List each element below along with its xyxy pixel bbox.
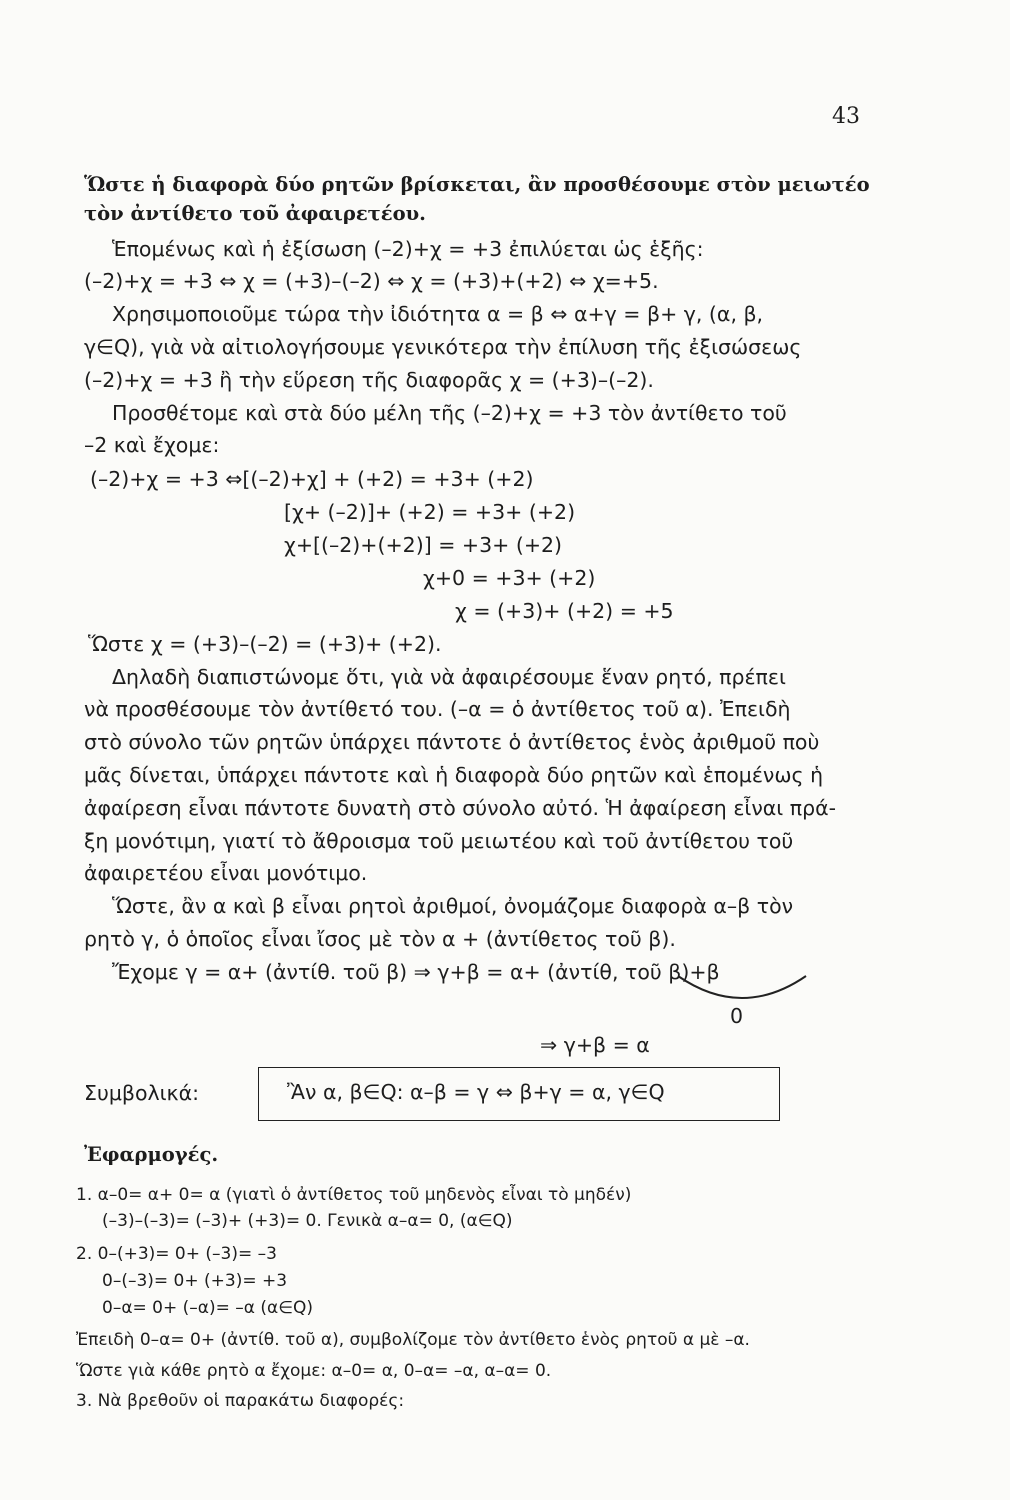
text-line: στὸ σύνολο τῶν ρητῶν ὑπάρχει πάντοτε ὁ ἀντίθετος ἑνὸς ἀριθμοῦ ποὺ [84,730,820,754]
applications-heading: Ἐφαρμογές. [84,1143,219,1166]
conclusion-bold-line-1: Ὥστε ἡ διαφορὰ δύο ρητῶν βρίσκεται, ἂν προσθέσουμε στὸν μειωτέο [84,173,870,196]
derivation-step-4: χ+0 = +3+ (+2) [423,566,596,590]
text-line: Προσθέτομε καὶ στὰ δύο μέλη τῆς (–2)+χ = +3 τὸν ἀντίθετο τοῦ [112,401,787,425]
application-1-line-2: (–3)–(–3)= (–3)+ (+3)= 0. Γενικὰ α–α= 0, (α∈Q) [102,1211,513,1231]
note-line: Ἐπειδὴ 0–α= 0+ (ἀντίθ. τοῦ α), συμβολίζομε τὸν ἀντίθετο ἑνὸς ρητοῦ α μὲ –α. [76,1330,750,1350]
derivation-step-2: [χ+ (–2)]+ (+2) = +3+ (+2) [284,500,576,524]
symbolic-definition-box [258,1067,780,1121]
derivation-step-5: χ = (+3)+ (+2) = +5 [455,599,674,623]
text-line: ἀφαιρετέου εἶναι μονότιμο. [84,861,368,885]
text-line: Ἑπομένως καὶ ἡ ἐξίσωση (–2)+χ = +3 ἐπιλύεται ὡς ἑξῆς: [112,237,704,261]
definition-equation: Ἔχομε γ = α+ (ἀντίθ. τοῦ β) ⇒ γ+β = α+ (ἀντίθ, τοῦ β)+β [112,960,720,984]
text-line: –2 καὶ ἔχομε: [84,433,220,457]
underbrace-zero: 0 [730,1004,744,1028]
underbrace-arc [672,972,822,1012]
application-2-line-1: 2. 0–(+3)= 0+ (–3)= –3 [76,1244,277,1264]
application-2-line-3: 0–α= 0+ (–α)= –α (α∈Q) [102,1298,314,1318]
text-line: Ὥστε χ = (+3)–(–2) = (+3)+ (+2). [88,632,442,656]
application-2-line-2: 0–(–3)= 0+ (+3)= +3 [102,1271,288,1291]
text-line: ἀφαίρεση εἶναι πάντοτε δυνατὴ στὸ σύνολο αὐτό. Ἡ ἀφαίρεση εἶναι πρά- [84,796,837,820]
application-3-line: 3. Νὰ βρεθοῦν οἱ παρακάτω διαφορές: [76,1391,405,1411]
derivation-step-1: (–2)+χ = +3 ⇔[(–2)+χ] + (+2) = +3+ (+2) [90,467,534,491]
application-1-line-1: 1. α–0= α+ 0= α (γιατὶ ὁ ἀντίθετος τοῦ μηδενὸς εἶναι τὸ μηδέν) [76,1185,632,1205]
symbolic-label: Συμβολικά: [84,1081,200,1105]
result-equation: ⇒ γ+β = α [540,1033,650,1057]
symbolic-definition: Ἂν α, β∈Q: α–β = γ ⇔ β+γ = α, γ∈Q [287,1080,665,1104]
text-line: νὰ προσθέσουμε τὸν ἀντίθετό του. (–α = ὁ ἀντίθετος τοῦ α). Ἐπειδὴ [84,697,791,721]
equation-line: (–2)+χ = +3 ⇔ χ = (+3)–(–2) ⇔ χ = (+3)+(+2) ⇔ χ=+5. [84,269,659,293]
page-number: 43 [832,104,860,129]
derivation-step-3: χ+[(–2)+(+2)] = +3+ (+2) [284,533,563,557]
definition-line-1: Ὥστε, ἂν α καὶ β εἶναι ρητοὶ ἀριθμοί, ὀνομάζομε διαφορὰ α–β τὸν [112,894,794,918]
text-line: ξη μονότιμη, γιατί τὸ ἄθροισμα τοῦ μειωτέου καὶ τοῦ ἀντίθετου τοῦ [84,829,794,853]
definition-line-2: ρητὸ γ, ὁ ὁποῖος εἶναι ἴσος μὲ τὸν α + (ἀντίθετος τοῦ β). [84,927,676,951]
text-line: γ∈Q), γιὰ νὰ αἰτιολογήσουμε γενικότερα τὴν ἐπίλυση τῆς ἐξισώσεως [84,335,802,359]
text-line: (–2)+χ = +3 ἢ τὴν εὕρεση τῆς διαφορᾶς χ = (+3)–(–2). [84,368,654,392]
text-line: μᾶς δίνεται, ὑπάρχει πάντοτε καὶ ἡ διαφορὰ δύο ρητῶν καὶ ἑπομένως ἡ [84,763,824,787]
text-line: Δηλαδὴ διαπιστώνομε ὅτι, γιὰ νὰ ἀφαιρέσουμε ἕναν ρητό, πρέπει [112,665,786,689]
summary-line: Ὥστε γιὰ κάθε ρητὸ α ἔχομε: α–0= α, 0–α= –α, α–α= 0. [76,1361,552,1381]
conclusion-bold-line-2: τὸν ἀντίθετο τοῦ ἀφαιρετέου. [84,202,426,225]
text-line: Χρησιμοποιοῦμε τώρα τὴν ἰδιότητα α = β ⇔ α+γ = β+ γ, (α, β, [112,302,764,326]
